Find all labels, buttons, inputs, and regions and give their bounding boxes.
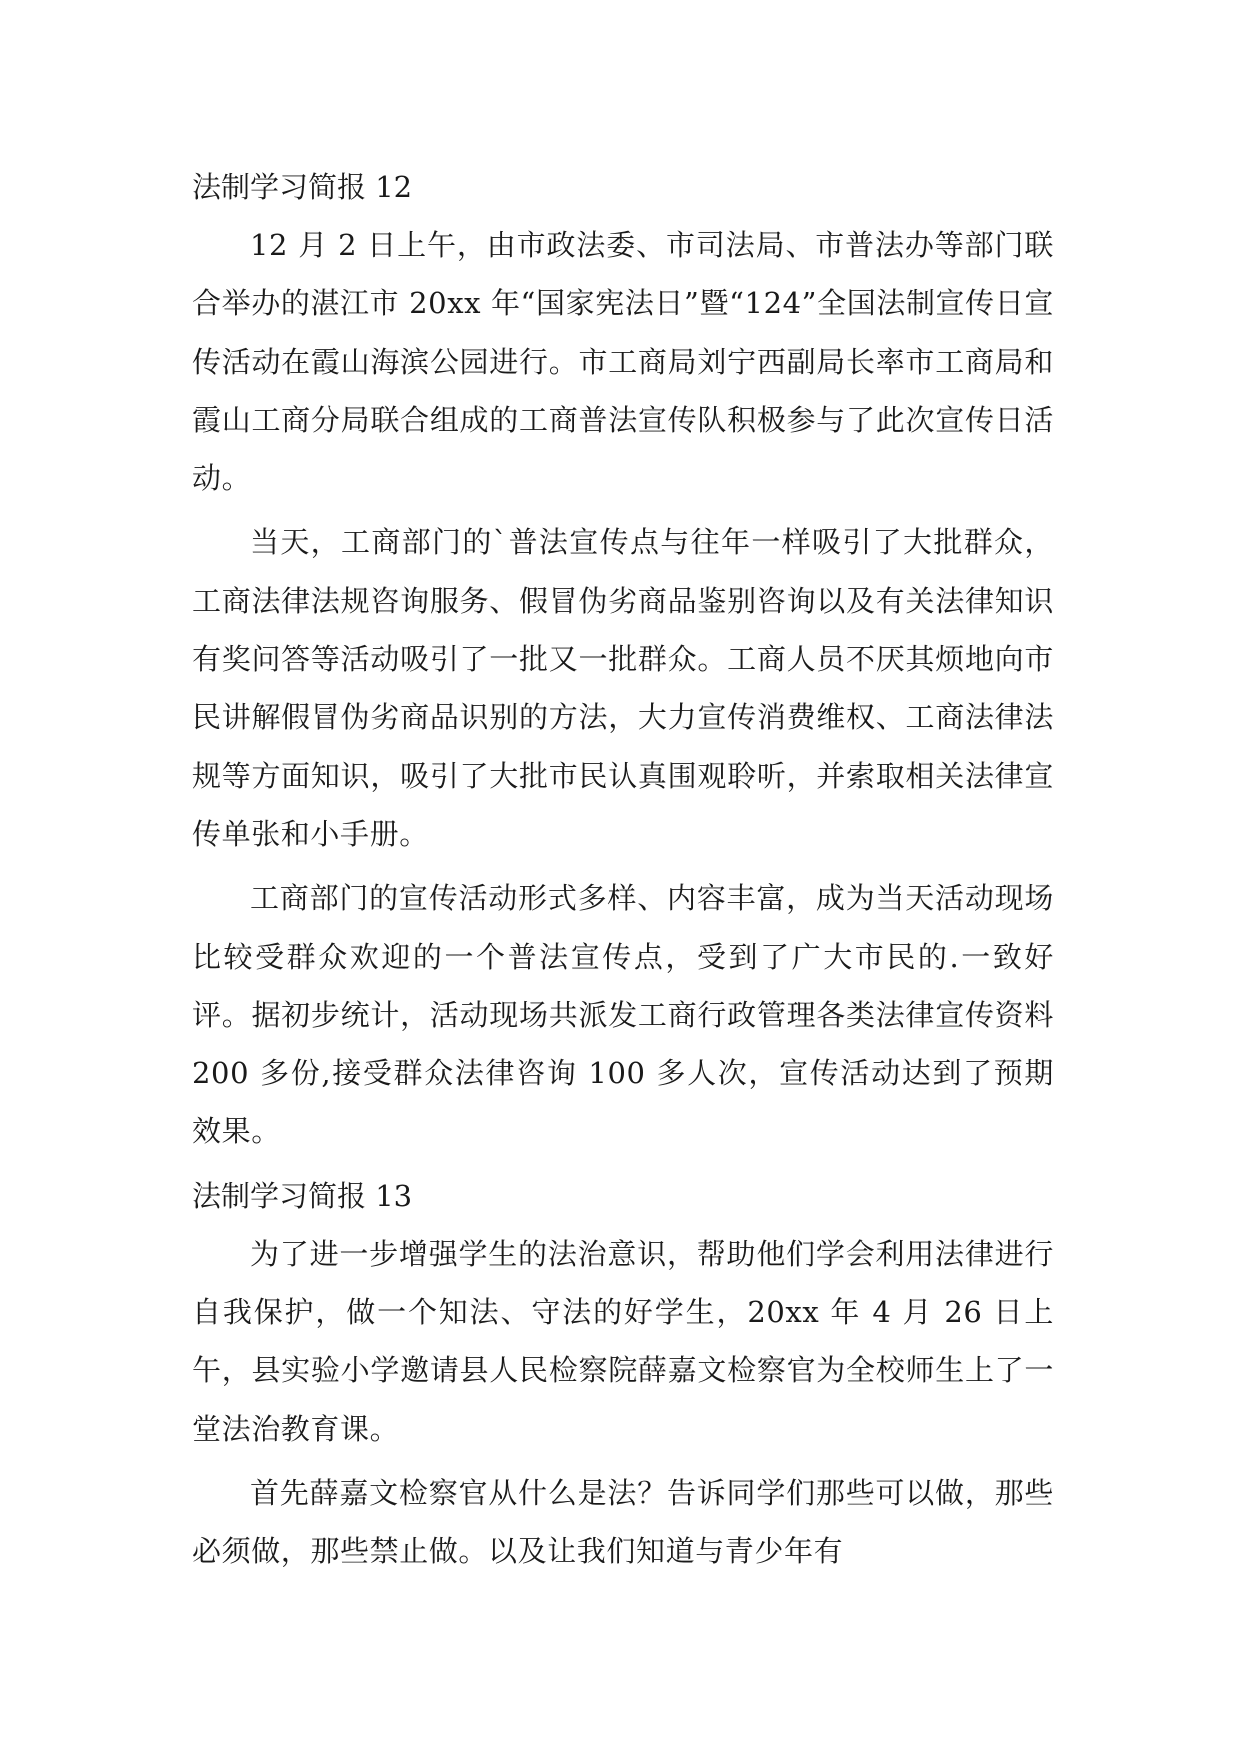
paragraph: 12 月 2 日上午，由市政法委、市司法局、市普法办等部门联合举办的湛江市 20xx 年“国家宪法日”暨“124”全国法制宣传日宣传活动在霞山海滨公园进行。市工商局刘宁西副局长率市工商局和霞山工商分局联合组成的工商普法宣传队积极参与了此次宣传日活动。 [192, 228, 1054, 496]
document-body [192, 158, 1054, 1587]
paragraph: 为了进一步增强学生的法治意识，帮助他们学会利用法律进行自我保护，做一个知法、守法的好学生，20xx 年 4 月 26 日上午，县实验小学邀请县人民检察院薛嘉文检察官为全校师生上了一堂法治教育课。 [192, 1236, 1054, 1446]
paragraph: 当天，工商部门的`普法宣传点与往年一样吸引了大批群众，工商法律法规咨询服务、假冒伪劣商品鉴别咨询以及有关法律知识有奖问答等活动吸引了一批又一批群众。工商人员不厌其烦地向市民讲解假冒伪劣商品识别的方法，大力宣传消费维权、工商法律法规等方面知识，吸引了大批市民认真围观聆听，并索取相关法律宣传单张和小手册。 [192, 525, 1054, 851]
report-section-13 [192, 1167, 1054, 1581]
paragraph: 首先薛嘉文检察官从什么是法？告诉同学们那些可以做，那些必须做，那些禁止做。以及让我们知道与青少年有 [192, 1475, 1054, 1569]
section-title: 法制学习简报 12 [192, 170, 413, 204]
report-section-12 [192, 158, 1054, 1161]
section-title: 法制学习简报 13 [192, 1178, 413, 1213]
paragraph: 工商部门的宣传活动形式多样、内容丰富，成为当天活动现场比较受群众欢迎的一个普法宣传点，受到了广大市民的.一致好评。据初步统计，活动现场共派发工商行政管理各类法律宣传资料 200 多份,接受群众法律咨询 100 多人次，宣传活动达到了预期效果。 [192, 881, 1054, 1149]
